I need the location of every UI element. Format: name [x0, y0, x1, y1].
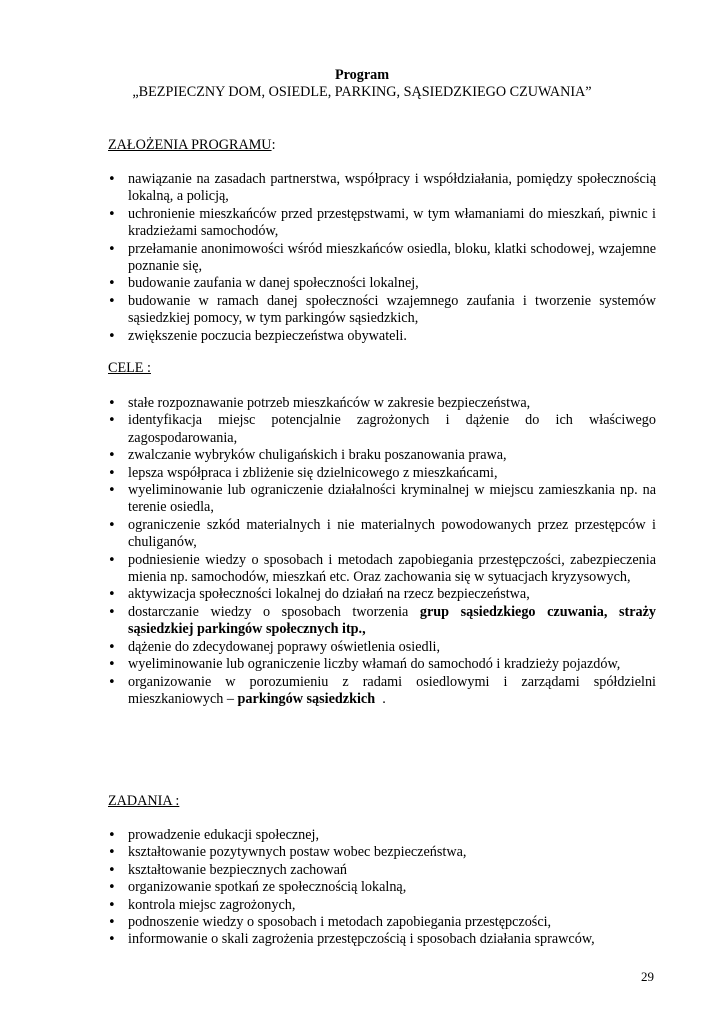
list-item	[108, 412, 656, 447]
bullet-dot-icon: •	[108, 862, 116, 878]
list-item	[108, 552, 656, 587]
list-item-text: stałe rozpoznawanie potrzeb mieszkańców w zakresie bezpieczeństwa,	[128, 395, 531, 411]
list-item-text: aktywizacja społeczności lokalnej do działań na rzecz bezpieczeństwa,	[128, 586, 530, 603]
list-item	[108, 517, 656, 552]
bullet-dot-icon: •	[108, 915, 116, 931]
list-item	[108, 275, 656, 292]
page-number: 29	[641, 969, 654, 984]
list-item	[108, 931, 656, 948]
section-heading-zalozenia-text: ZAŁOŻENIA PROGRAMU	[108, 137, 272, 153]
list-item-text: identyfikacja miejsc potencjalnie zagrożonych i dążenie do ich właściwego zagospodarowania,	[128, 412, 656, 446]
list-item-text: budowanie zaufania w danej społeczności lokalnej,	[128, 275, 419, 292]
list-item	[108, 914, 656, 931]
list-zadania	[108, 827, 656, 949]
list-item-text: kształtowanie pozytywnych postaw wobec bezpieczeństwa,	[128, 844, 467, 861]
list-item-bold-text: grup sąsiedzkiego czuwania, straży sąsiedzkiej parkingów społecznych itp.,	[128, 603, 656, 638]
program-label: Program	[334, 67, 390, 83]
bullet-dot-icon: •	[108, 396, 116, 411]
bullet-dot-icon: •	[108, 241, 116, 257]
list-item-text: podnoszenie wiedzy o sposobach i metodach zapobiegania przestępczości,	[128, 914, 552, 931]
list-item-text: nawiązanie na zasadach partnerstwa, współpracy i współdziałania, pomiędzy społecznością lokalną, a policją,	[128, 171, 656, 205]
list-item-bold-text: parkingów sąsiedzkich	[237, 690, 376, 707]
list-item	[108, 827, 656, 844]
list-item-trailing-text: .	[375, 690, 386, 707]
program-title: „BEZPIECZNY DOM, OSIEDLE, PARKING, SĄSIEDZKIEGO CZUWANIA”	[132, 84, 592, 100]
bullet-dot-icon: •	[108, 932, 116, 948]
bullet-dot-icon: •	[108, 639, 116, 655]
list-item-text: organizowanie spotkań ze społecznością lokalną,	[128, 879, 407, 896]
section-heading-zalozenia	[108, 137, 276, 154]
bullet-dot-icon: •	[108, 674, 116, 690]
list-item	[108, 604, 656, 639]
list-item-text: informowanie o skali zagrożenia przestępczością i sposobach działania sprawców,	[128, 931, 595, 948]
bullet-dot-icon: •	[108, 517, 116, 533]
list-item-text: lepsza współpraca i zbliżenie się dzielnicowego z mieszkańcami,	[128, 464, 498, 481]
section-heading-cele: CELE :	[108, 360, 151, 376]
list-item-text: dążenie do zdecydowanej poprawy oświetlenia osiedli,	[128, 638, 441, 655]
list-cele	[108, 395, 656, 708]
list-item	[108, 639, 656, 656]
list-item	[108, 465, 656, 482]
list-item	[108, 656, 656, 673]
section-heading-zalozenia-colon: :	[271, 137, 276, 153]
bullet-dot-icon: •	[108, 448, 116, 464]
list-item-text: podniesienie wiedzy o sposobach i metodach zapobiegania przestępczości, zabezpieczenia mienia np. samochodów, mieszkań etc. Oraz zachowania się w sytuacjach kryzysowych,	[128, 551, 656, 586]
bullet-dot-icon: •	[108, 172, 116, 187]
list-item	[108, 862, 656, 879]
list-item-text: prowadzenie edukacji społecznej,	[128, 827, 320, 843]
list-item	[108, 293, 656, 328]
list-item	[108, 206, 656, 241]
list-item-text: dostarczanie wiedzy o sposobach tworzenia	[128, 603, 420, 620]
section-heading-zadania: ZADANIA :	[108, 793, 180, 809]
list-item-text: przełamanie anonimowości wśród mieszkańców osiedla, bloku, klatki schodowej, wzajemne poznanie się,	[128, 240, 656, 275]
list-item-text: budowanie w ramach danej społeczności wzajemnego zaufania i tworzenie systemów sąsiedzkiej pomocy, w tym parkingów sąsiedzkich,	[128, 292, 656, 327]
list-item-text: ograniczenie szkód materialnych i nie materialnych powodowanych przez przestępców i chuliganów,	[128, 516, 656, 551]
bullet-dot-icon: •	[108, 845, 116, 861]
bullet-dot-icon: •	[108, 206, 116, 222]
list-item	[108, 844, 656, 861]
list-item-text: wyeliminowanie lub ograniczenie liczby włamań do samochodó i kradzieży pojazdów,	[128, 656, 621, 673]
bullet-dot-icon: •	[108, 413, 116, 429]
list-item-text: kształtowanie bezpiecznych zachowań	[128, 861, 348, 878]
bullet-dot-icon: •	[108, 587, 116, 603]
list-item	[108, 171, 656, 206]
bullet-dot-icon: •	[108, 897, 116, 913]
bullet-dot-icon: •	[108, 604, 116, 620]
list-item	[108, 241, 656, 276]
list-item-text: uchronienie mieszkańców przed przestępstwami, w tym włamaniami do mieszkań, piwnic i kradzieżami samochodów,	[128, 205, 656, 240]
list-item	[108, 447, 656, 464]
list-item-text: kontrola miejsc zagrożonych,	[128, 896, 296, 913]
bullet-dot-icon: •	[108, 657, 116, 673]
list-item	[108, 586, 656, 603]
list-item	[108, 482, 656, 517]
list-item-text: wyeliminowanie lub ograniczenie działalności kryminalnej w miejscu zamieszkania np. na terenie osiedla,	[128, 482, 656, 516]
bullet-dot-icon: •	[108, 276, 116, 292]
list-item-text: organizowanie w porozumieniu z radami osiedlowymi i zarządami spółdzielni mieszkaniowych –	[128, 673, 656, 707]
list-zalozenia	[108, 171, 656, 345]
list-item	[108, 395, 656, 412]
list-item	[108, 674, 656, 709]
bullet-dot-icon: •	[108, 483, 116, 499]
list-item-text: zwiększenie poczucia bezpieczeństwa obywateli.	[128, 327, 407, 344]
bullet-dot-icon: •	[108, 465, 116, 481]
bullet-dot-icon: •	[108, 880, 116, 896]
list-item	[108, 897, 656, 914]
bullet-dot-icon: •	[108, 552, 116, 568]
list-item	[108, 328, 656, 345]
bullet-dot-icon: •	[108, 293, 116, 309]
list-item	[108, 879, 656, 896]
bullet-dot-icon: •	[108, 328, 116, 344]
list-item-text: zwalczanie wybryków chuligańskich i braku poszanowania prawa,	[128, 447, 507, 464]
bullet-dot-icon: •	[108, 828, 116, 843]
